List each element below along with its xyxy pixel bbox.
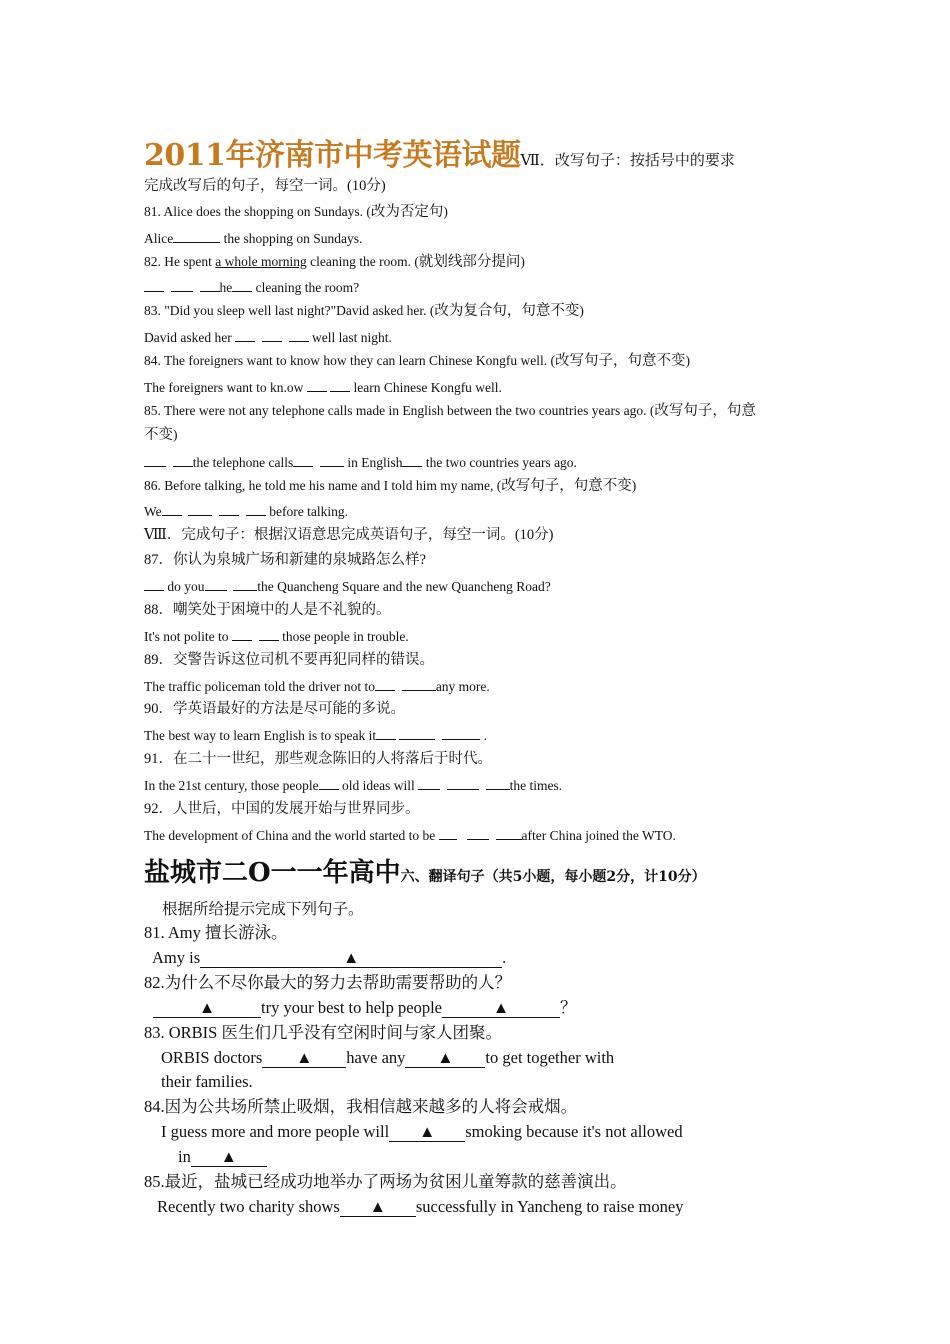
- blank[interactable]: [259, 626, 279, 641]
- q83-answer: David asked her well last night.: [144, 327, 392, 347]
- answer-blank[interactable]: [442, 999, 560, 1018]
- s2-q85-answer: Recently two charity shows ▲ successfully in Yancheng to raise money: [157, 1197, 684, 1216]
- q84-answer: The foreigners want to kn.ow learn Chinese Kongfu well.: [144, 377, 502, 397]
- blank[interactable]: [162, 501, 182, 516]
- s2-q81-question: 81. Amy 擅长游泳。: [144, 923, 288, 942]
- blank[interactable]: [232, 626, 252, 641]
- blank[interactable]: [233, 576, 257, 591]
- s2-q84-answer-cont: in ▲: [178, 1146, 267, 1168]
- s2-q82-question: 82.为什么不尽你最大的努力去帮助需要帮助的人？: [144, 973, 512, 992]
- s2-q82-answer: ▲ try your best to help people ▲ ？: [153, 997, 577, 1019]
- s2-q83-question: 83. ORBIS 医生们几乎没有空闲时间与家人团聚。: [144, 1023, 502, 1042]
- blank[interactable]: [439, 825, 457, 840]
- blank[interactable]: [173, 228, 220, 243]
- q91-question: 91．在二十一世纪，那些观念陈旧的人将落后于时代。: [144, 751, 492, 767]
- q84-question: 84. The foreigners want to know how they can learn Chinese Kongfu well. (改写句子，句意不变): [144, 353, 691, 369]
- q82-answer: he cleaning the room?: [144, 277, 359, 297]
- answer-blank[interactable]: [389, 1123, 465, 1142]
- q89-answer: The traffic policeman told the driver not to any more.: [144, 676, 490, 696]
- blank[interactable]: [402, 452, 422, 467]
- s2-q83-answer-cont: their families.: [161, 1072, 253, 1091]
- section1-heading-cont: 完成改写后的句子，每空一词。(10分): [144, 178, 386, 194]
- q85-answer: the telephone calls in English the two countries years ago.: [144, 452, 577, 472]
- blank[interactable]: [205, 576, 227, 591]
- blank[interactable]: [307, 377, 327, 392]
- q81-question: 81. Alice does the shopping on Sundays. (改为否定句): [144, 204, 448, 220]
- section1-title: 2011年济南市中考英语试题: [144, 138, 521, 173]
- answer-blank[interactable]: [405, 1049, 485, 1068]
- q87-answer: do you the Quancheng Square and the new Quancheng Road?: [144, 576, 551, 596]
- answer-blank[interactable]: [340, 1198, 416, 1217]
- section2-title-line: [144, 852, 706, 889]
- q86-answer: We before talking.: [144, 501, 348, 521]
- triangle-marker-icon: ▲: [369, 1197, 387, 1216]
- blank[interactable]: [173, 452, 193, 467]
- blank[interactable]: [144, 452, 166, 467]
- section2-heading: 六、翻译句子（共5小题，每小题2分，计10分）: [400, 869, 706, 885]
- section2-intro: 根据所给提示完成下列句子。: [162, 901, 364, 918]
- section1-heading8: Ⅷ．完成句子：根据汉语意思完成英语句子，每空一词。(10分): [144, 527, 554, 543]
- triangle-marker-icon: ▲: [419, 1122, 436, 1141]
- s2-q84-answer: I guess more and more people will ▲ smoking because it's not allowed: [161, 1122, 683, 1141]
- triangle-marker-icon: ▲: [492, 998, 510, 1017]
- answer-blank[interactable]: [191, 1148, 267, 1167]
- blank[interactable]: [171, 277, 193, 292]
- q83-question: 83. "Did you sleep well last night?"David asked her. (改为复合句，句意不变): [144, 303, 584, 319]
- q87-question: 87．你认为泉城广场和新建的泉城路怎么样?: [144, 552, 426, 568]
- q91-answer: In the 21st century, those people old ideas will the times.: [144, 775, 562, 795]
- blank[interactable]: [399, 725, 435, 740]
- q90-question: 90．学英语最好的方法是尽可能的多说。: [144, 701, 405, 717]
- q92-answer: The development of China and the world started to be after China joined the WTO.: [144, 825, 676, 845]
- answer-blank[interactable]: [200, 949, 502, 968]
- triangle-marker-icon: ▲: [437, 1048, 454, 1067]
- q92-question: 92．人世后，中国的发展开始与世界同步。: [144, 801, 420, 817]
- blank[interactable]: [319, 775, 339, 790]
- blank[interactable]: [246, 501, 266, 516]
- triangle-marker-icon: ▲: [198, 998, 216, 1017]
- blank[interactable]: [486, 775, 510, 790]
- q90-answer: The best way to learn English is to speak it .: [144, 725, 487, 745]
- q82-question: 82. He spent a whole morning cleaning the room. (就划线部分提问): [144, 254, 525, 270]
- triangle-marker-icon: ▲: [220, 1147, 238, 1166]
- q85-question: 85. There were not any telephone calls made in English between the two countries years ago. (改写句子，句意: [144, 403, 756, 419]
- blank[interactable]: [442, 725, 480, 740]
- triangle-marker-icon: ▲: [342, 948, 360, 967]
- s2-q81-answer: Amy is ▲ .: [152, 948, 507, 967]
- blank[interactable]: [418, 775, 440, 790]
- blank[interactable]: [320, 452, 344, 467]
- blank[interactable]: [376, 725, 396, 740]
- blank[interactable]: [188, 501, 212, 516]
- answer-blank[interactable]: [153, 999, 261, 1018]
- blank[interactable]: [232, 277, 252, 292]
- answer-blank[interactable]: [262, 1049, 346, 1068]
- q89-question: 89．交警告诉这位司机不要再犯同样的错误。: [144, 652, 434, 668]
- triangle-marker-icon: ▲: [296, 1048, 313, 1067]
- blank[interactable]: [262, 327, 282, 342]
- q88-question: 88．嘲笑处于困境中的人是不礼貌的。: [144, 602, 391, 618]
- section2-title: 盐城市二O一一年高中: [144, 858, 401, 888]
- underlined-phrase: a whole morning: [215, 254, 307, 269]
- blank[interactable]: [447, 775, 479, 790]
- blank[interactable]: [144, 576, 164, 591]
- blank[interactable]: [235, 327, 255, 342]
- blank[interactable]: [375, 676, 395, 691]
- s2-q83-answer: ORBIS doctors ▲ have any ▲ to get together with: [161, 1048, 615, 1067]
- blank[interactable]: [467, 825, 489, 840]
- blank[interactable]: [402, 676, 436, 691]
- section1-title-line: [144, 130, 735, 174]
- q81-answer: Alice the shopping on Sundays.: [144, 228, 362, 248]
- q88-answer: It's not polite to those people in trouble.: [144, 626, 409, 646]
- s2-q85-question: 85.最近，盐城已经成功地举办了两场为贫困儿童筹款的慈善演出。: [144, 1172, 627, 1191]
- blank[interactable]: [200, 277, 220, 292]
- section1-heading: Ⅶ．改写句子：按括号中的要求: [520, 151, 735, 169]
- blank[interactable]: [293, 452, 313, 467]
- blank[interactable]: [289, 327, 309, 342]
- blank[interactable]: [144, 277, 164, 292]
- s2-q84-question: 84.因为公共场所禁止吸烟，我相信越来越多的人将会戒烟。: [144, 1097, 578, 1116]
- blank[interactable]: [496, 825, 522, 840]
- q86-question: 86. Before talking, he told me his name and I told him my name, (改写句子，句意不变): [144, 478, 637, 494]
- blank[interactable]: [219, 501, 239, 516]
- q85-question-cont: 不变): [144, 427, 178, 443]
- blank[interactable]: [330, 377, 350, 392]
